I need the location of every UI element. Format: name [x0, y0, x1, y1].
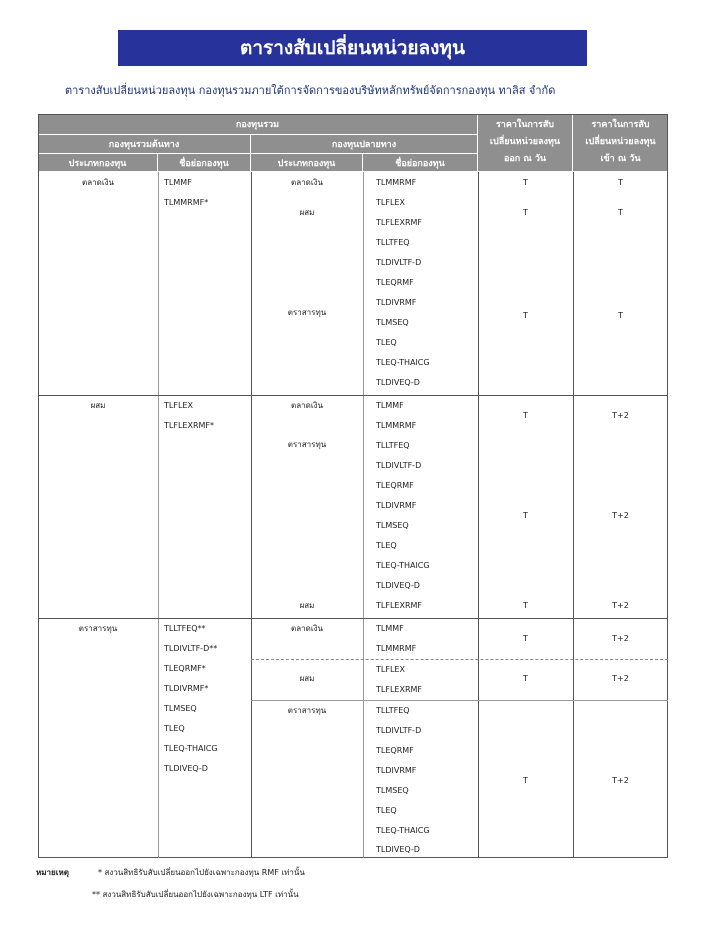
switching-table — [38, 114, 668, 858]
header-dest-name: ชื่อย่อกองทุน — [363, 154, 478, 172]
notes-label: หมายเหตุ — [36, 868, 69, 877]
s3-dest-fund: TLMMRMF — [376, 644, 417, 653]
s1-dest-fund: TLMMRMF — [376, 178, 417, 187]
s1-price-out: T — [523, 208, 528, 217]
s1-source-fund: TLMMF — [164, 178, 192, 187]
s2-dest-fund: TLDIVLTF-D — [376, 461, 422, 470]
s3-dest-fund: TLFLEX — [376, 665, 405, 674]
s3-source-fund: TLDIVLTF-D** — [164, 644, 218, 653]
s2-source-fund: TLFLEX — [164, 401, 193, 410]
s2-dest-fund: TLDIVRMF — [376, 501, 417, 510]
s3-price-in: T+2 — [612, 674, 629, 683]
header-price-out: ราคาในการสับเปลี่ยนหน่วยลงทุนออก ณ วัน — [478, 114, 573, 172]
s1-dest-fund: TLMSEQ — [376, 318, 409, 327]
s3-source-fund: TLMSEQ — [164, 704, 197, 713]
s2-source-type: ผสม — [90, 401, 106, 410]
s1-dest-fund: TLLTFEQ — [376, 238, 410, 247]
s3-price-out: T — [523, 634, 528, 643]
s1-dest-fund: TLFLEXRMF — [376, 218, 422, 227]
s1-dest-fund: TLEQ — [376, 338, 397, 347]
s3-source-type: ตราสารทุน — [78, 624, 118, 633]
s3-price-in: T+2 — [612, 776, 629, 785]
s1-dest-fund: TLDIVRMF — [376, 298, 417, 307]
s3-dest-fund: TLLTFEQ — [376, 706, 410, 715]
s2-price-out: T — [523, 601, 528, 610]
s3-dest-type: ตลาดเงิน — [291, 624, 323, 633]
s2-dest-fund: TLMMRMF — [376, 421, 417, 430]
header-group: กองทุนรวม — [38, 114, 478, 135]
s3-dest-fund: TLEQ — [376, 806, 397, 815]
s2-dest-type: ตราสารทุน — [287, 440, 327, 449]
s3-dest-fund: TLDIVRMF — [376, 766, 417, 775]
s3-dest-fund: TLDIVLTF-D — [376, 726, 422, 735]
s3-dest-fund: TLDIVEQ-D — [376, 845, 420, 854]
s2-price-in: T+2 — [612, 601, 629, 610]
header-dest: กองทุนปลายทาง — [251, 135, 478, 154]
s2-price-out: T — [523, 511, 528, 520]
s2-price-in: T+2 — [612, 411, 629, 420]
s3-source-fund: TLEQ-THAICG — [164, 744, 218, 753]
s1-price-in: T — [618, 208, 623, 217]
s2-dest-fund: TLMSEQ — [376, 521, 409, 530]
s1-dest-type: ตราสารทุน — [287, 308, 327, 317]
s2-dest-fund: TLEQ — [376, 541, 397, 550]
header-source-name: ชื่อย่อกองทุน — [158, 154, 251, 172]
header-dest-type: ประเภทกองทุน — [251, 154, 363, 172]
header-price-in: ราคาในการสับเปลี่ยนหน่วยลงทุนเข้า ณ วัน — [573, 114, 668, 172]
s3-source-fund: TLEQ — [164, 724, 185, 733]
s2-price-in: T+2 — [612, 511, 629, 520]
s2-dest-fund: TLEQ-THAICG — [376, 561, 430, 570]
note-ltf: ** สงวนสิทธิรับสับเปลี่ยนออกไปยังเฉพาะกองทุน LTF เท่านั้น — [92, 890, 299, 899]
s1-dest-fund: TLEQ-THAICG — [376, 358, 430, 367]
s2-dest-fund: TLLTFEQ — [376, 441, 410, 450]
s2-dest-fund: TLDIVEQ-D — [376, 581, 420, 590]
s1-dest-fund: TLEQRMF — [376, 278, 414, 287]
note-rmf: * สงวนสิทธิรับสับเปลี่ยนออกไปยังเฉพาะกองทุน RMF เท่านั้น — [98, 868, 305, 877]
s3-dest-fund: TLFLEXRMF — [376, 685, 422, 694]
s1-dest-fund: TLFLEX — [376, 198, 405, 207]
header-source: กองทุนรวมต้นทาง — [38, 135, 251, 154]
s2-dest-fund: TLMMF — [376, 401, 404, 410]
s3-dest-type: ผสม — [299, 674, 315, 683]
s1-dest-fund: TLDIVEQ-D — [376, 378, 420, 387]
s2-source-fund: TLFLEXRMF* — [164, 421, 214, 430]
s3-source-fund: TLDIVRMF* — [164, 684, 209, 693]
s1-dest-type: ผสม — [299, 208, 315, 217]
s2-dest-fund: TLEQRMF — [376, 481, 414, 490]
header-source-type: ประเภทกองทุน — [38, 154, 158, 172]
s1-dest-type: ตลาดเงิน — [291, 178, 323, 187]
s3-dest-type: ตราสารทุน — [287, 706, 327, 715]
s3-source-fund: TLEQRMF* — [164, 664, 206, 673]
s3-source-fund: TLLTFEQ** — [164, 624, 206, 633]
page-subtitle: ตารางสับเปลี่ยนหน่วยลงทุน กองทุนรวมภายใต้การจัดการของบริษัทหลักทรัพย์จัดการกองทุน ทาลิส จำกัด — [65, 84, 556, 97]
s3-dest-fund: TLMMF — [376, 624, 404, 633]
s2-price-out: T — [523, 411, 528, 420]
s3-dest-fund: TLEQRMF — [376, 746, 414, 755]
s2-dest-fund: TLFLEXRMF — [376, 601, 422, 610]
s2-dest-type: ผสม — [299, 601, 315, 610]
s3-dest-fund: TLMSEQ — [376, 786, 409, 795]
s1-price-out: T — [523, 311, 528, 320]
s1-dest-fund: TLDIVLTF-D — [376, 258, 422, 267]
s1-price-in: T — [618, 178, 623, 187]
s3-price-out: T — [523, 674, 528, 683]
s1-price-out: T — [523, 178, 528, 187]
s1-source-type: ตลาดเงิน — [82, 178, 114, 187]
s3-dest-fund: TLEQ-THAICG — [376, 826, 430, 835]
s3-source-fund: TLDIVEQ-D — [164, 764, 208, 773]
s1-price-in: T — [618, 311, 623, 320]
s1-source-fund: TLMMRMF* — [164, 198, 209, 207]
s3-price-in: T+2 — [612, 634, 629, 643]
s2-dest-type: ตลาดเงิน — [291, 401, 323, 410]
page-banner-title: ตารางสับเปลี่ยนหน่วยลงทุน — [118, 30, 587, 66]
s3-price-out: T — [523, 776, 528, 785]
